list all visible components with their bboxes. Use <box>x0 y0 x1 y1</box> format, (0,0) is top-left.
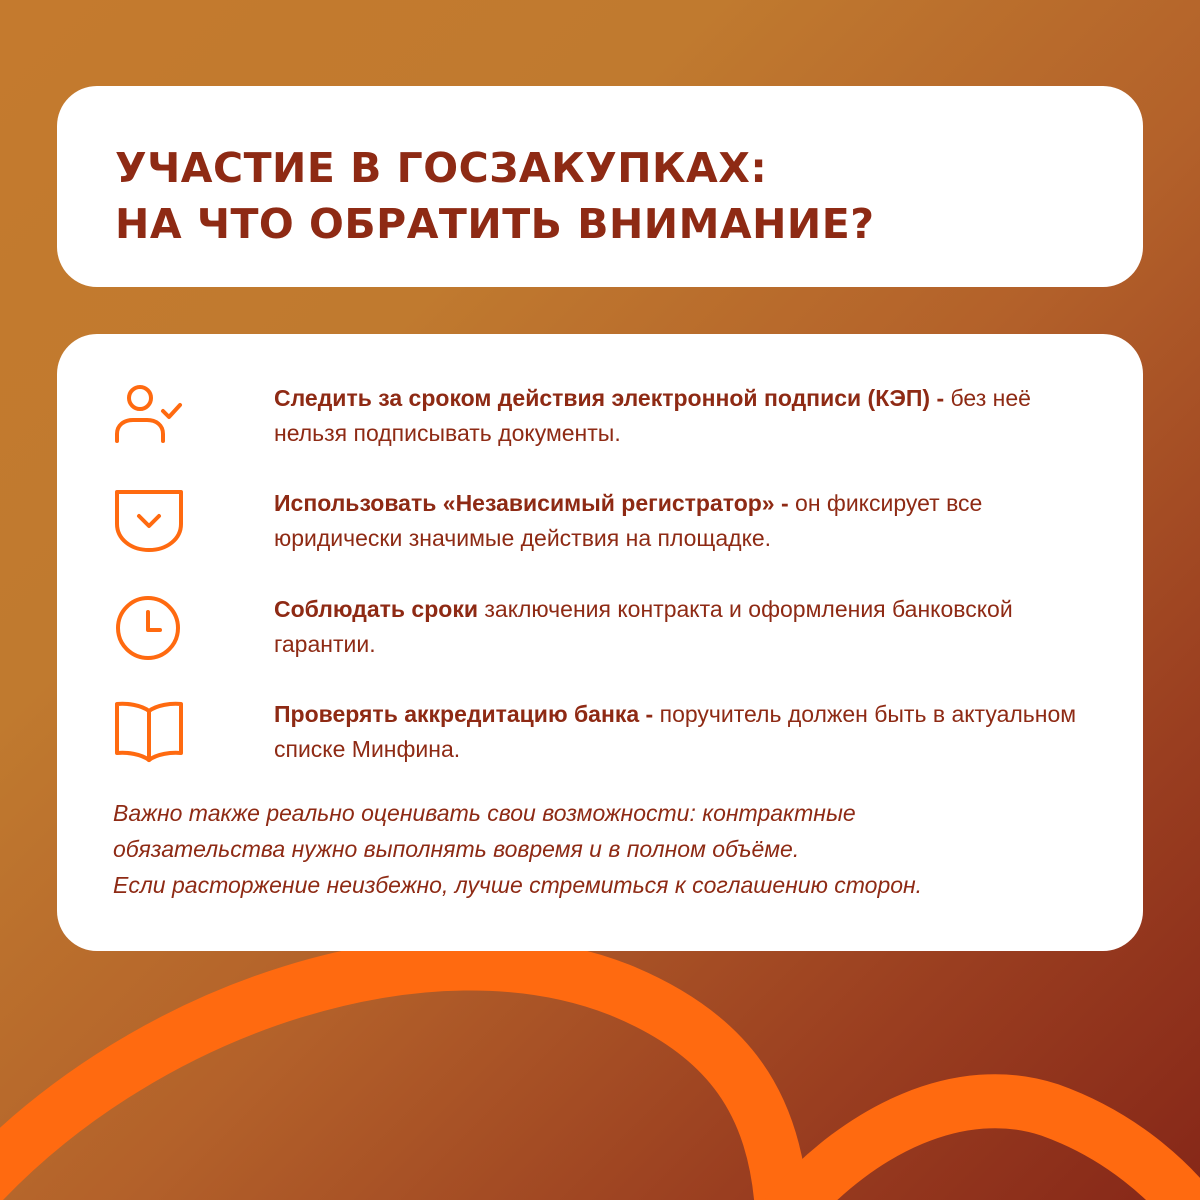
content-card <box>57 334 1143 951</box>
list-item-text <box>274 381 1104 451</box>
list-item-regular-text: поручитель должен быть в актуальном списке Минфина. <box>274 701 1077 762</box>
list-item-bank-accreditation <box>113 697 1103 767</box>
list-item-regular-text: заключения контракта и оформления банковской гарантии. <box>274 596 1013 657</box>
list-item-text <box>274 697 1104 767</box>
list-item-bold-text: Следить за сроком действия электронной подписи (КЭП) - <box>274 385 945 411</box>
list-item-regular-text: без неё нельзя подписывать документы. <box>274 385 1031 446</box>
list-item-registrar <box>113 486 1103 556</box>
shield-check-icon <box>113 486 185 558</box>
list-item-regular-text: он фиксирует все юридически значимые действия на площадке. <box>274 490 983 551</box>
person-check-icon <box>113 381 185 453</box>
note-text <box>113 795 1113 903</box>
list-item-text <box>274 592 1104 662</box>
clock-icon <box>113 592 185 664</box>
note-line-3: Если расторжение неизбежно, лучше стремиться к соглашению сторон. <box>113 872 923 898</box>
page-title-line-1: УЧАСТИЕ В ГОСЗАКУПКАХ: <box>115 144 768 192</box>
list-item-deadlines <box>113 592 1103 662</box>
list-item-bold-text: Использовать «Независимый регистратор» - <box>274 490 789 516</box>
list-item-text <box>274 486 1104 556</box>
page-title-line-2: НА ЧТО ОБРАТИТЬ ВНИМАНИЕ? <box>115 200 875 248</box>
book-icon <box>113 697 185 769</box>
title-card <box>57 86 1143 287</box>
note-line-2: обязательства нужно выполнять вовремя и в полном объёме. <box>113 836 800 862</box>
note-line-1: Важно также реально оценивать свои возможности: контрактные <box>113 800 856 826</box>
list-item-signature <box>113 381 1103 451</box>
list-item-bold-text: Соблюдать сроки <box>274 596 478 622</box>
list-item-bold-text: Проверять аккредитацию банка - <box>274 701 654 727</box>
